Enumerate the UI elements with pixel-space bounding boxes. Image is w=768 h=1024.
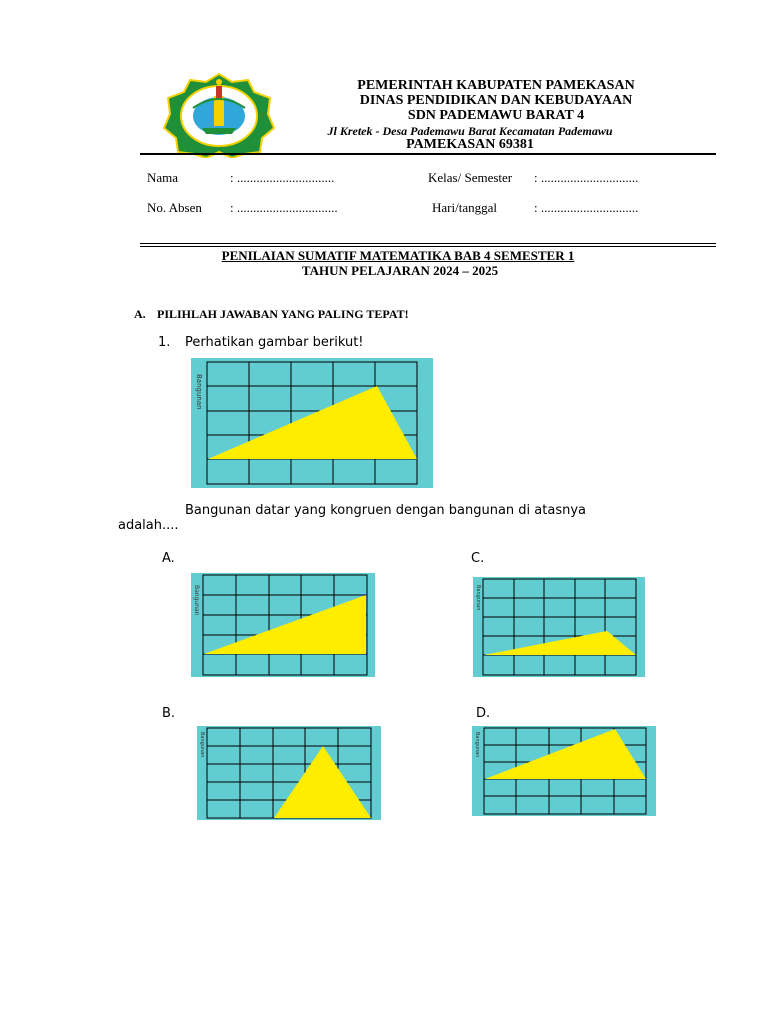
- option-d-figure[interactable]: [472, 726, 656, 816]
- kelas-field[interactable]: : ..............................: [534, 170, 639, 185]
- option-c-label[interactable]: C.: [471, 551, 485, 566]
- nama-field[interactable]: : ..............................: [230, 170, 335, 185]
- option-a-side-label: Bangunan: [193, 585, 200, 616]
- nama-label: Nama: [147, 170, 179, 185]
- hari-label: Hari/tanggal: [432, 200, 497, 215]
- header-city: PAMEKASAN 69381: [406, 137, 534, 152]
- exam-title: [98, 248, 698, 264]
- option-a-label[interactable]: A.: [162, 551, 175, 566]
- option-d-side-label: Bangunan: [474, 732, 480, 758]
- option-b-figure[interactable]: [197, 726, 381, 820]
- option-b-label[interactable]: B.: [162, 706, 176, 721]
- question-stem-line2: adalah....: [118, 518, 179, 533]
- header-rule: [140, 153, 716, 155]
- header-government: PEMERINTAH KABUPATEN PAMEKASAN: [357, 78, 635, 93]
- question-figure: [191, 358, 433, 488]
- hari-field[interactable]: : ..............................: [534, 200, 639, 215]
- option-d-label[interactable]: D.: [476, 706, 491, 721]
- title-rule-bottom: [140, 246, 716, 247]
- absen-label: No. Absen: [147, 200, 202, 215]
- header-department: DINAS PENDIDIKAN DAN KEBUDAYAAN: [359, 93, 633, 108]
- section-letter: A.: [134, 307, 146, 321]
- header-address: Jl Kretek - Desa Pademawu Barat Kecamatan Pademawu: [327, 124, 613, 138]
- section-title: PILIHLAH JAWABAN YANG PALING TEPAT!: [157, 307, 409, 321]
- school-logo: [162, 72, 276, 158]
- option-c-figure[interactable]: [473, 577, 645, 677]
- absen-field[interactable]: : ...............................: [230, 200, 338, 215]
- question-number: 1.: [158, 335, 171, 350]
- figure-side-label: Bangunan: [195, 374, 203, 410]
- option-b-side-label: Bangunan: [199, 732, 205, 758]
- option-a-figure[interactable]: [191, 573, 375, 677]
- title-rule-top: [140, 243, 716, 244]
- option-c-side-label: Bangunan: [475, 585, 481, 611]
- school-year: TAHUN PELAJARAN 2024 – 2025: [301, 263, 499, 278]
- question-prompt: Perhatikan gambar berikut!: [185, 335, 364, 350]
- exam-title-text: PENILAIAN SUMATIF MATEMATIKA BAB 4 SEMESTER 1: [221, 248, 575, 263]
- header-school: SDN PADEMAWU BARAT 4: [407, 108, 585, 123]
- kelas-label: Kelas/ Semester: [428, 170, 513, 185]
- question-stem-line1: Bangunan datar yang kongruen dengan bangunan di atasnya: [185, 503, 587, 518]
